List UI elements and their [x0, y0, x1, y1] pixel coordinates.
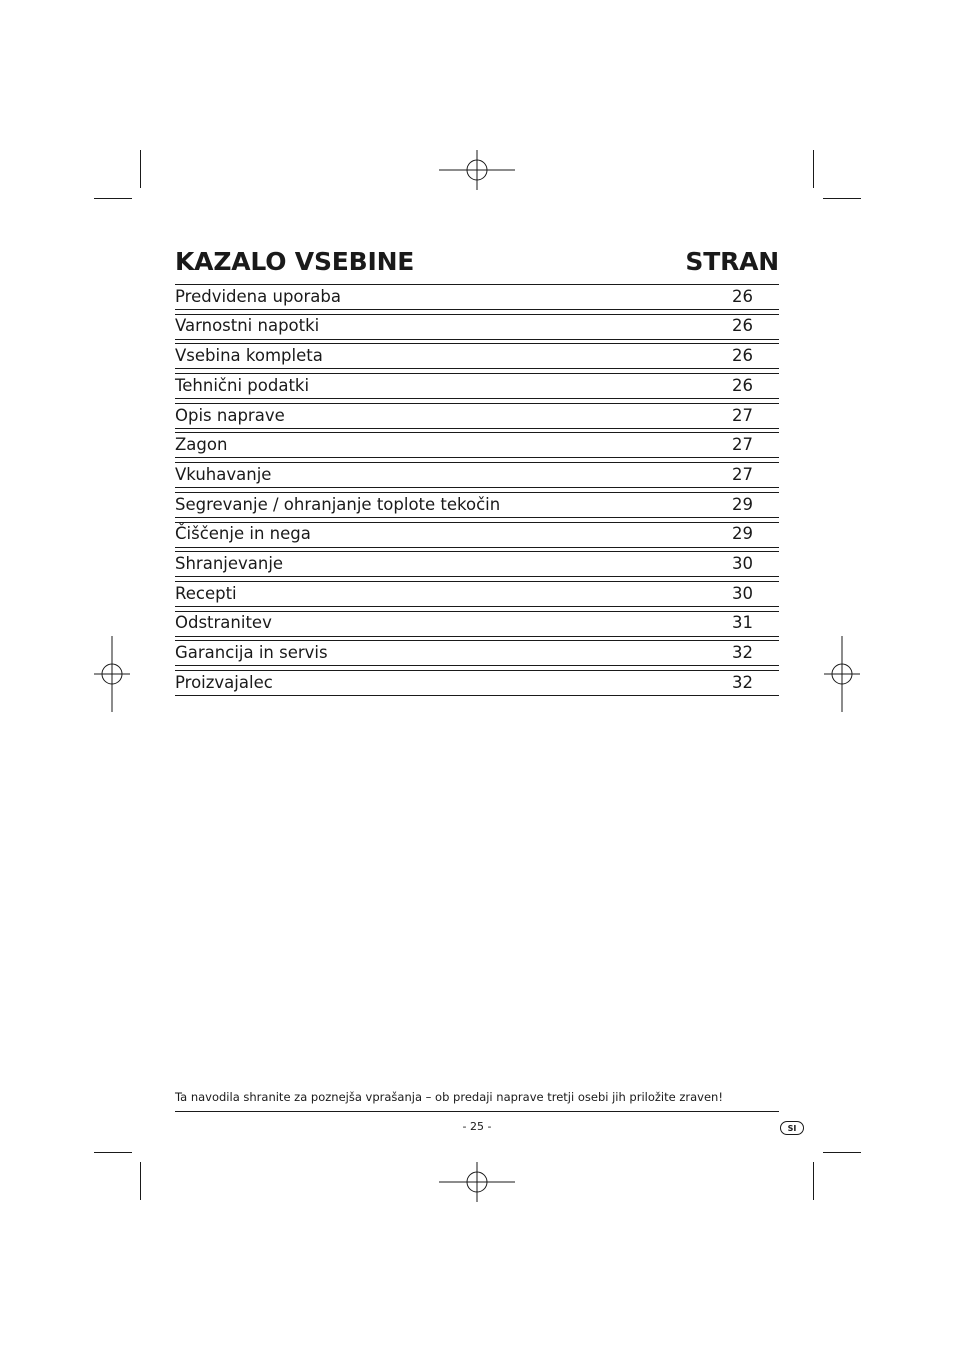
crop-mark — [813, 1162, 814, 1200]
toc-entry-page: 26 — [732, 375, 753, 395]
crop-mark — [140, 1162, 141, 1200]
toc-header — [175, 240, 779, 274]
toc-entry[interactable] — [175, 343, 779, 373]
page-number: - 25 - — [462, 1120, 492, 1133]
toc-entry-title: Garancija in servis — [175, 643, 328, 662]
toc-entry-title: Segrevanje / ohranjanje toplote tekočin — [175, 494, 501, 514]
toc-entry-title: Varnostni napotki — [175, 316, 320, 336]
toc-entry-title: Čiščenje in nega — [175, 524, 311, 544]
toc-entry-page: 27 — [732, 464, 753, 484]
toc-entry-page: 29 — [732, 524, 753, 544]
toc-entry[interactable] — [175, 551, 779, 581]
toc-entry[interactable] — [175, 432, 779, 462]
table-of-contents — [175, 284, 779, 700]
toc-entry-title: Odstranitev — [175, 613, 272, 633]
toc-entry-title: Predvidena uporaba — [175, 286, 341, 306]
footer-note: Ta navodila shranite za poznejša vprašanja – ob predaji naprave tretji osebi jih priložite zraven! — [175, 1089, 779, 1112]
toc-entry[interactable] — [175, 462, 779, 492]
toc-entry-page: 32 — [732, 672, 753, 692]
toc-entry-page: 26 — [732, 316, 753, 336]
toc-entry[interactable] — [175, 670, 779, 700]
toc-entry[interactable] — [175, 492, 779, 522]
toc-entry-title: Vkuhavanje — [175, 464, 272, 484]
crop-mark — [94, 198, 132, 199]
toc-entry[interactable] — [175, 640, 779, 670]
toc-entry-page: 30 — [732, 553, 753, 573]
toc-entry-title: Opis naprave — [175, 405, 285, 425]
page-column-label: STRAN — [685, 247, 779, 276]
toc-entry-title: Zagon — [175, 435, 228, 455]
toc-entry[interactable] — [175, 611, 779, 641]
toc-entry[interactable] — [175, 314, 779, 344]
toc-entry[interactable] — [175, 373, 779, 403]
crop-mark — [813, 150, 814, 188]
toc-entry-page: 29 — [732, 494, 753, 514]
toc-entry-page: 32 — [732, 643, 753, 662]
registration-mark-icon — [439, 1144, 515, 1220]
crop-mark — [140, 150, 141, 188]
toc-entry-title: Tehnični podatki — [175, 375, 310, 395]
language-badge: SI — [780, 1121, 804, 1135]
registration-mark-icon — [74, 636, 150, 712]
crop-mark — [823, 198, 861, 199]
registration-mark-icon — [804, 636, 880, 712]
crop-mark — [823, 1152, 861, 1153]
toc-entry-page: 30 — [732, 583, 753, 603]
toc-entry[interactable] — [175, 522, 779, 552]
toc-entry[interactable] — [175, 403, 779, 433]
toc-entry-title: Shranjevanje — [175, 553, 284, 573]
toc-entry-page: 27 — [732, 405, 753, 425]
page-title: KAZALO VSEBINE — [175, 247, 415, 276]
toc-entry-title: Recepti — [175, 583, 237, 603]
registration-mark-icon — [439, 132, 515, 208]
toc-entry-page: 26 — [732, 286, 753, 306]
toc-entry-title: Vsebina kompleta — [175, 346, 323, 366]
crop-mark — [94, 1152, 132, 1153]
toc-entry-title: Proizvajalec — [175, 672, 273, 692]
toc-entry[interactable] — [175, 284, 779, 314]
toc-entry-page: 31 — [732, 613, 753, 633]
toc-entry[interactable] — [175, 581, 779, 611]
toc-entry-page: 26 — [732, 346, 753, 366]
toc-entry-page: 27 — [732, 435, 753, 455]
